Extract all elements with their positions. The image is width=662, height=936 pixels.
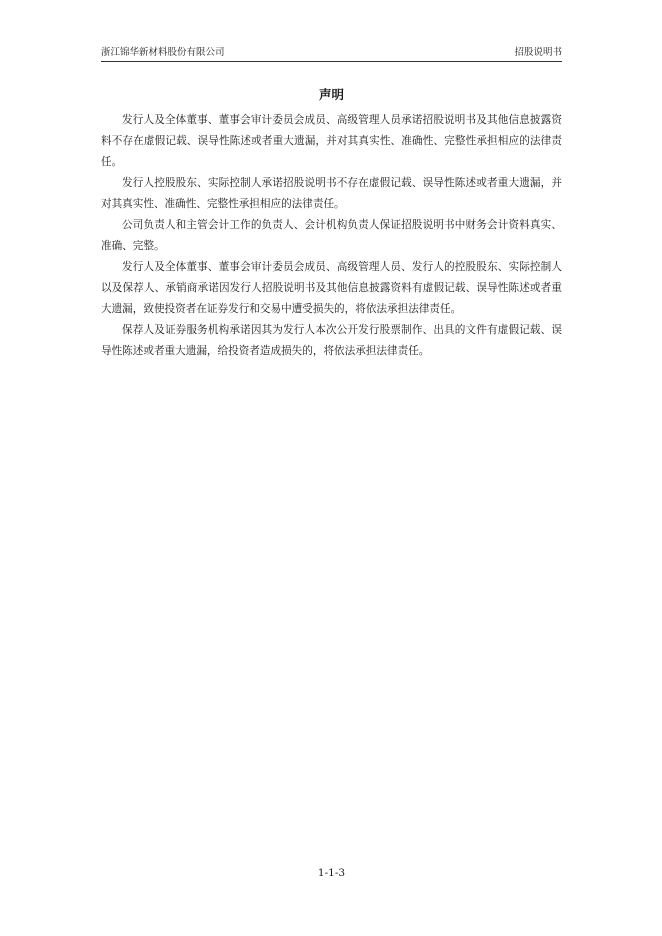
page-title: 声明 — [318, 87, 344, 102]
header-company-name: 浙江锦华新材料股份有限公司 — [101, 47, 225, 58]
paragraph-issuer-directors: 发行人及全体董事、董事会审计委员会成员、高级管理人员承诺招股说明书及其他信息披露资料不存在虚假记载、误导性陈述或者重大遗漏，并对其真实性、准确性、完整性承担相应的法律责任。 — [101, 114, 562, 168]
page-number: 1-1-3 — [317, 867, 346, 879]
paragraph-controlling-shareholder: 发行人控股股东、实际控制人承诺招股说明书不存在虚假记载、误导性陈述或者重大遗漏，并对其真实性、准确性、完整性承担相应的法律责任。 — [101, 177, 562, 210]
paragraph-sponsor-institutions: 保荐人及证券服务机构承诺因其为发行人本次公开发行股票制作、出具的文件有虚假记载、误导性陈述或者重大遗漏，给投资者造成损失的，将依法承担法律责任。 — [101, 324, 562, 357]
page-header — [101, 46, 562, 62]
paragraph-liability: 发行人及全体董事、董事会审计委员会成员、高级管理人员、发行人的控股股东、实际控制人以及保荐人、承销商承诺因发行人招股说明书及其他信息披露资料有虚假记载、误导性陈述或者重大遗漏，致使投资者在证券发行和交易中遭受损失的，将依法承担法律责任。 — [101, 261, 562, 315]
declaration-body — [101, 110, 562, 362]
header-document-type: 招股说明书 — [514, 47, 562, 58]
paragraph-accounting-heads: 公司负责人和主管会计工作的负责人、会计机构负责人保证招股说明书中财务会计资料真实、准确、完整。 — [101, 219, 562, 252]
